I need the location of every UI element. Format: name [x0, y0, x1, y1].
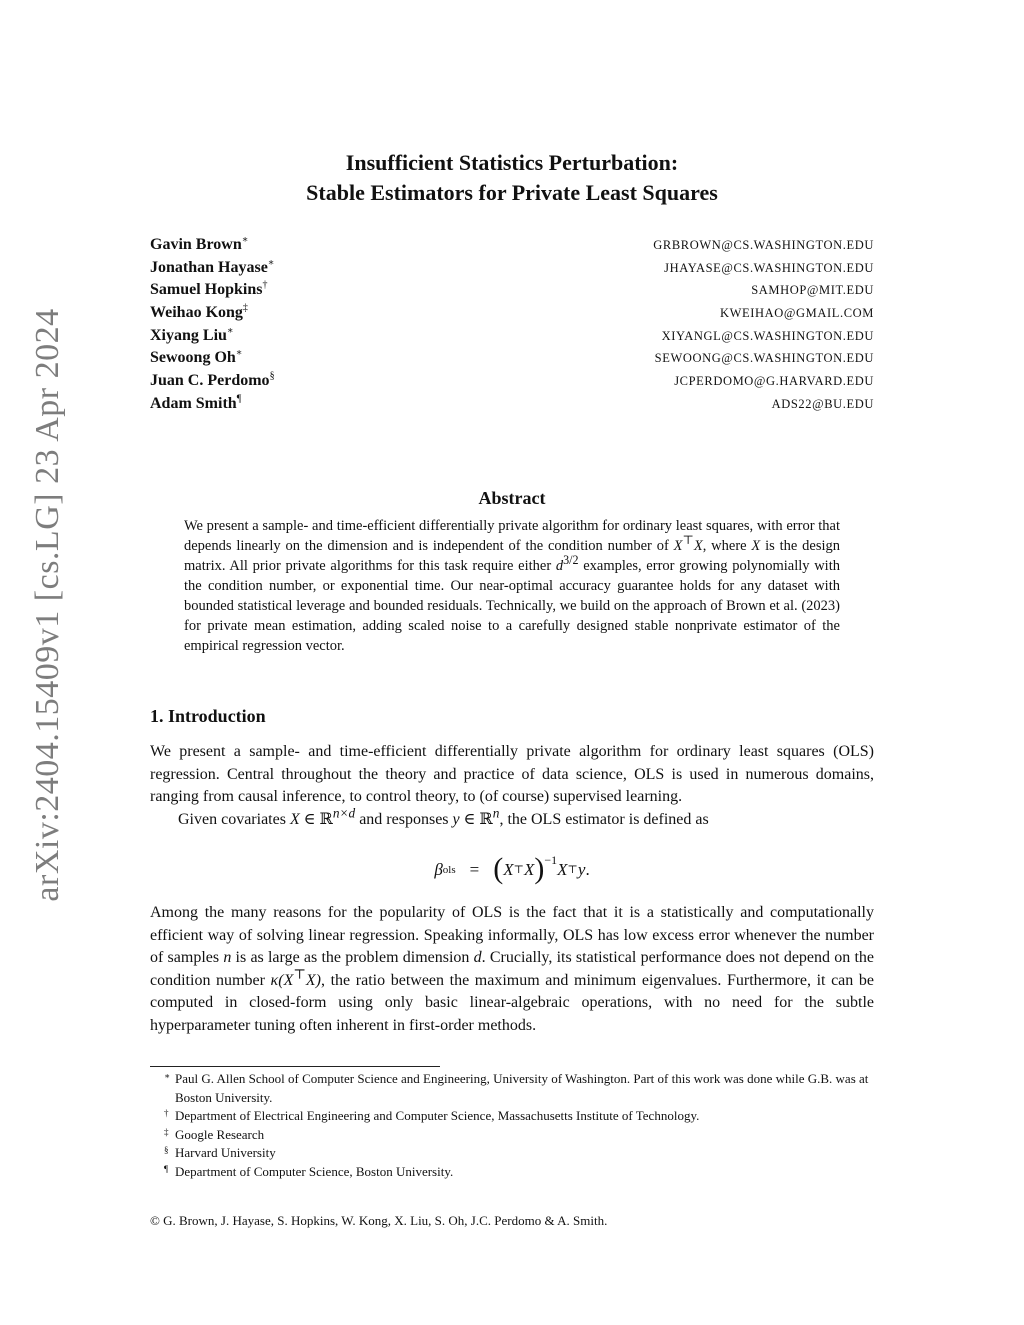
- intro-paragraph-3: Among the many reasons for the popularity of OLS is the fact that it is a statistically and computationally efficient way of solving linear regression. Speaking informally, OLS has low excess error whenever the number of samples n is as large as the problem dimension d. Crucially, its statistical performance does not depend on the condition number κ(X⊤X), the ratio between the maximum and minimum eigenvalues. Furthermore, it can be computed in closed-form using only basic linear-algebraic operations, with no need for the subtle hyperparameter tuning often inherent in first-order methods.: [150, 904, 875, 1034]
- author-row: [150, 236, 874, 259]
- author-email: XIYANGL@CS.WASHINGTON.EDU: [661, 328, 874, 343]
- abstract-heading: Abstract: [478, 488, 546, 508]
- author-name: Sewoong Oh∗: [150, 348, 243, 367]
- author-name: Jonathan Hayase∗: [150, 257, 275, 276]
- abstract-text: We present a sample- and time-efficient differentially private algorithm for ordinary least squares, with error that depends linearly on the dimension and is independent of the condition number of X⊤X, where X is the design matrix. All prior private algorithms for this task require either $d^{3/2}$ examples, error growing polynomially with the condition number, or exponential time. Our near-optimal accuracy guarantee holds for any dataset with bounded statistical leverage and bounded residuals. Technically, we build on the approach of Brown et al. (2023) for private mean estimation, adding scaled noise to a carefully designed stable nonprivate estimator of the empirical regression vector.: [184, 518, 841, 654]
- author-name: Juan C. Perdomo§: [150, 370, 275, 390]
- footnote: § Harvard University: [164, 1145, 276, 1160]
- footnote: ¶ Department of Computer Science, Boston University.: [164, 1163, 454, 1179]
- author-name: Adam Smith¶: [150, 393, 242, 412]
- intro-paragraph-2: Given covariates X ∈ ℝ$^{n\times d}$ and responses y ∈ ℝ$^n$, the OLS estimator is defined as: [178, 805, 709, 828]
- author-row: [150, 281, 874, 304]
- author-row: [150, 372, 874, 395]
- author-name: Weihao Kong‡: [150, 302, 248, 322]
- author-email: SEWOONG@CS.WASHINGTON.EDU: [654, 351, 874, 366]
- section-heading-introduction: 1. Introduction: [150, 706, 266, 726]
- affiliation-mark: ∗: [235, 348, 243, 360]
- affiliation-mark: †: [262, 280, 268, 292]
- footnote: ‡ Google Research: [164, 1126, 265, 1142]
- title-line-2: Stable Estimators for Private Least Squares: [306, 180, 718, 205]
- author-row: [150, 349, 874, 372]
- ols-equation: β ols = ( X ⊤ X ) $^{-1}$ X ⊤ y .: [434, 852, 590, 885]
- footnotes: [164, 1070, 876, 1181]
- title-line-1: Insufficient Statistics Perturbation:: [345, 150, 679, 175]
- author-row: [150, 304, 874, 327]
- affiliation-mark: ‡: [242, 302, 248, 314]
- paper-title: [150, 148, 874, 208]
- footnote: † Department of Electrical Engineering and Computer Science, Massachusetts Institute of Technology.: [164, 1108, 700, 1123]
- intro-paragraph-1: We present a sample- and time-efficient differentially private algorithm for ordinary least squares (OLS) regression. Central throughout the theory and practice of data science, OLS is used in numerous domains, ranging from causal inference, to control theory, to (of course) supervised learning.: [150, 743, 874, 806]
- author-row: [150, 395, 874, 418]
- author-name: Xiyang Liu∗: [150, 325, 234, 344]
- footnote-divider: [150, 1066, 440, 1067]
- author-name: Gavin Brown∗: [150, 234, 249, 253]
- arxiv-identifier: arXiv:2404.15409v1 [cs.LG] 23 Apr 2024: [29, 308, 66, 902]
- author-email: JCPERDOMO@G.HARVARD.EDU: [674, 374, 874, 389]
- author-row: [150, 327, 874, 350]
- affiliation-mark: §: [269, 370, 275, 382]
- author-email: SAMHOP@MIT.EDU: [751, 283, 874, 298]
- author-email: ADS22@BU.EDU: [771, 396, 874, 411]
- author-email: KWEIHAO@GMAIL.COM: [720, 306, 874, 321]
- copyright-notice: © G. Brown, J. Hayase, S. Hopkins, W. Kong, X. Liu, S. Oh, J.C. Perdomo & A. Smith.: [150, 1213, 608, 1228]
- affiliation-mark: ∗: [267, 257, 275, 269]
- author-name: Samuel Hopkins†: [150, 280, 268, 299]
- footnote: ∗ Paul G. Allen School of Computer Science and Engineering, University of Washington. Part of this work was done while G.B. was at Boston University.: [164, 1071, 869, 1105]
- affiliation-mark: ∗: [241, 234, 249, 246]
- author-email: JHAYASE@CS.WASHINGTON.EDU: [664, 260, 874, 275]
- author-list: [150, 236, 874, 418]
- author-email: GRBROWN@CS.WASHINGTON.EDU: [653, 238, 874, 252]
- affiliation-mark: ∗: [226, 325, 234, 337]
- author-row: [150, 259, 874, 282]
- affiliation-mark: ¶: [236, 393, 242, 405]
